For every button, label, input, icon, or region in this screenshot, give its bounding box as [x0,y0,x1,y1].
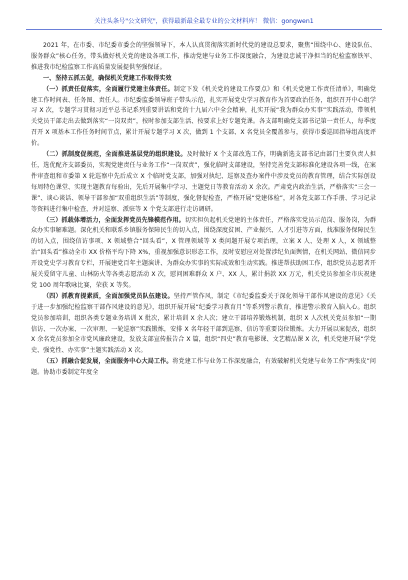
header-banner[interactable]: 关注头条号"公文研究"，获得最新最全最专业的公文材料库！ 微信：gongwen1 [94,18,314,25]
paragraph-3-body: 切实担负起机关党建的主体责任，严格落实党员示范岗、服务岗，为群众办实事解难题。深化机关和联系乡镇服务保障民生的切入点，围绕深度贫困、产业振兴、人才引进等方面，找准服务保障民生的切入点，围绕信访事项、X 领域整合“回头看”，X 管理领域等 X 类问题开展专项治理，立案 X 人、处理 X 人，X 领域整治“回头看”推动全市 XX 价格平均下降 X%，重视加强意识形态工作，及时安慰应对处置涉纪负面舆情，在机关网站、微信同步开设党史学习教育专栏，开展建党百年主题演讲、为群众办实事的实际成效和生动实践。推进帮扶助困工作，组织党员志愿者开展关爱留守儿童、山林防火等各类志愿活动 X 次，慰问困难群众 X 户、XX 人，累计捐款 XX 万元，机关党员参加全市庆祝建党 100 周年歌咏比赛，荣获 X 等奖。 [31,216,376,289]
paragraph-4-lead: （四）抓教育提素质，全面加强党员队伍建设。 [43,292,174,300]
document-body [31,41,376,571]
paragraph-4 [31,292,376,357]
header-divider [26,29,382,30]
paragraph-1-lead: （一）抓责任促落实，全面履行党建主体责任。 [43,85,174,93]
paragraph-2-body: 及时做好 X 个支部改选工作，明确新选支部书记由部门主要负责人担任，选优配齐支部委员，实现党建责任与业务工作“一岗双责”，强化临时支部建设，坚持完善党支部标准化建设各项一线，在案件审查组和市委第 X 轮巡察中先后成立 X 个临时党支部，加强对执纪、巡察及查办案件中涉及党员的教育管理，结合实际创设每周特色课堂、实现主题教育每验出，先后开展集中学习、主题党日等教育活动 X 余次。严肃党内政治生活，严格落实“三会一课”、谈心谈话、领导干部参加“双重组织生活”等制度，强化督促检查，严格开展“党建体检”，对各党支部工作手册、学习记录等资料进行集中检查，并对巡察、派驻等 X 个党支部进行走访调研。 [31,151,376,213]
paragraph-5-body: 将党建工作与业务工作深度融合，有效破解机关党建与业务工作“两张皮”问题。协助市委制定年度全 [31,358,376,377]
paragraph-5-lead: （五）抓融合促发展，全面服务中心大局工作。 [43,358,173,366]
paragraph-2-lead: （二）抓制度促规范，全面推进基层党的组织建设。 [43,151,187,159]
section-heading-1: 一、坚持五抓五促，确保机关党建工作取得实效 [43,74,172,82]
paragraph-2 [31,150,376,215]
paragraph-5 [31,357,376,379]
paragraph-3 [31,216,376,292]
intro-paragraph: 2021 年，在市委、市纪委市委会的坚强领导下，本人认真贯彻落实新时代党的建设总要求，聚焦“围绕中心、建设队伍、服务群众”核心任务，带头做好机关党的建设各项工作，推动党建与业务工作深度融合，为建设忠诚干净担当的纪检监察铁军、推进我市纪检监察工作高质量发展提供坚强保证。 [31,42,376,71]
paragraph-3-lead: （三）抓载体增活力，全面发挥党员先锋模范作用。 [43,216,185,224]
paragraph-4-body: 坚持严管作风，制定《市纪委监委关于深化领导干部作风建设的意见》《关于进一步加强纪检监察干部作风建设的意见》，组织开展开展“纪委学习教育月”等系列警示教育，推进警示教育入脑入心。组织党员参加培训，组织各类专题业务培训 X 批次，累计培训 X 余人次；建立干部培养锻炼机制，组织 X 人次机关党员参加“一期信访、一次办案、一次审理、一轮巡察”实践锻炼，安排 X 名年轻干部到巡察、信访等重要岗位锻炼。大力开展以案促改，组织 X 余名党员参加全市党风廉政建设，发放支部宣传报告合 X 篇，组织“四史”教育电影课、文艺精品课 X 次，机关党建开展“学党史、强党性、办实事”主题实践活动 X 次。 [31,292,376,355]
paragraph-1-body: 制定下发《机关党的建设工作要点》和《机关党建工作责任清单》，明确党建工作时间表、任务图、责任人。市纪委监委领导班子带头示范，扎实开展党史学习教育作为首要政治任务，组织召开中心组学习 X 次，专题学习贯彻习近平总书记系列重要讲话和党的十九届六中全会精神，扎实开展“我为群众办实事”实践活动，带领机关党员干部走出去做到落实“一岗双责”，按时参加支部生活、按要求上好专题党课。各支部明确党支部书记第一责任人，每季度召开 X 项基本工作任务时间节点，累计开展专题学习 X 次，做到 1 个支部、X 名党员全覆盖参与，获得市委巡回指导组高度评价。 [31,85,376,148]
paragraph-1 [31,85,376,150]
